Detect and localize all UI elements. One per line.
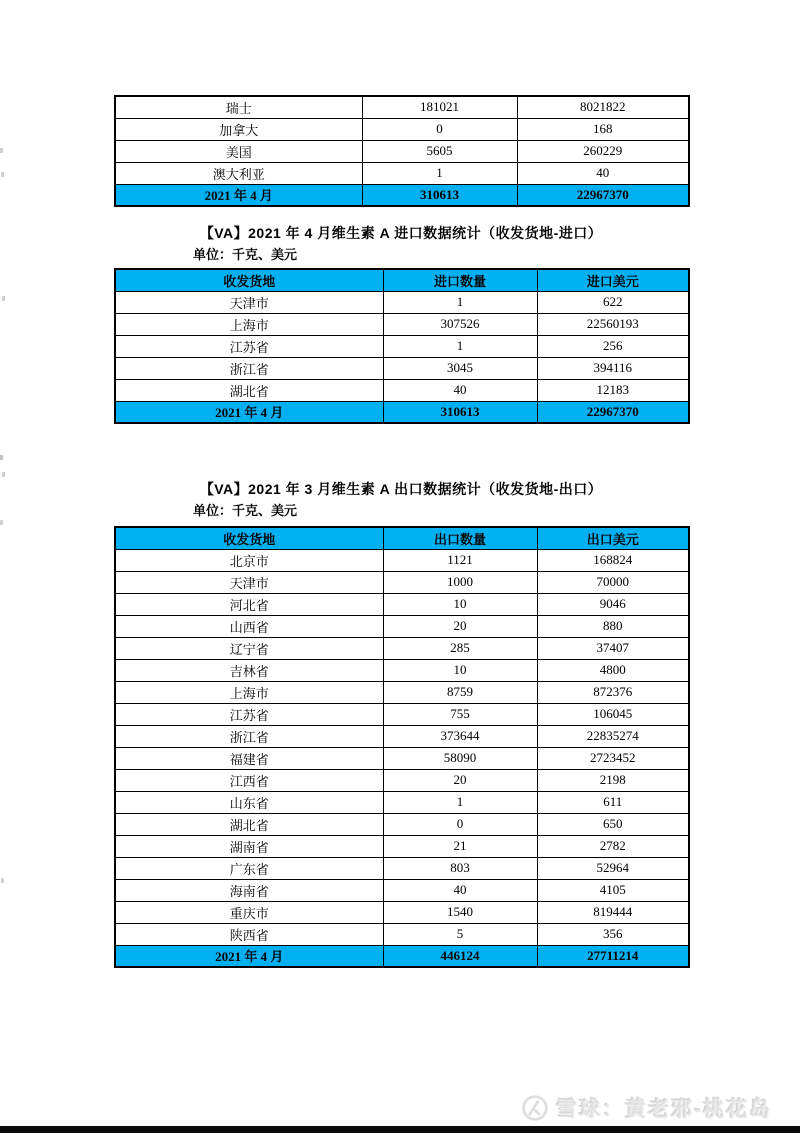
region-cell: 湖南省	[115, 835, 383, 857]
usd-cell: 819444	[537, 901, 689, 923]
quantity-cell: 10	[383, 593, 537, 615]
table-row	[115, 703, 689, 725]
scan-artifact	[0, 520, 3, 525]
watermark	[521, 1093, 772, 1123]
quantity-cell: 10	[383, 659, 537, 681]
table-row	[115, 357, 689, 379]
xueqiu-logo-icon	[521, 1094, 549, 1122]
region-cell: 江苏省	[115, 703, 383, 725]
region-cell: 澳大利亚	[115, 162, 362, 184]
region-cell: 北京市	[115, 549, 383, 571]
quantity-cell: 40	[383, 379, 537, 401]
usd-cell: 2782	[537, 835, 689, 857]
quantity-cell: 58090	[383, 747, 537, 769]
scan-artifact	[2, 296, 5, 301]
quantity-cell: 1	[383, 335, 537, 357]
region-cell: 重庆市	[115, 901, 383, 923]
usd-cell: 611	[537, 791, 689, 813]
region-cell: 辽宁省	[115, 637, 383, 659]
region-cell: 福建省	[115, 747, 383, 769]
table-row	[115, 96, 689, 118]
usd-cell: 4105	[537, 879, 689, 901]
quantity-cell: 1	[362, 162, 517, 184]
usd-cell: 22835274	[537, 725, 689, 747]
usd-cell: 394116	[537, 357, 689, 379]
total-label: 2021 年 4 月	[115, 184, 362, 206]
table-row	[115, 747, 689, 769]
quantity-cell: 1540	[383, 901, 537, 923]
export-table-unit-label: 单位：千克、美元	[193, 503, 298, 518]
total-usd: 22967370	[537, 401, 689, 423]
total-usd: 27711214	[537, 945, 689, 967]
quantity-cell: 285	[383, 637, 537, 659]
usd-cell: 22560193	[537, 313, 689, 335]
scan-artifact	[2, 472, 5, 477]
table-row	[115, 813, 689, 835]
table-row	[115, 615, 689, 637]
region-cell: 上海市	[115, 313, 383, 335]
table-row	[115, 571, 689, 593]
region-header-cell: 收发货地	[115, 269, 383, 291]
table-row	[115, 857, 689, 879]
region-cell: 江苏省	[115, 335, 383, 357]
usd-cell: 872376	[537, 681, 689, 703]
region-cell: 天津市	[115, 571, 383, 593]
region-cell: 河北省	[115, 593, 383, 615]
bottom-border-bar	[0, 1126, 800, 1133]
quantity-cell: 40	[383, 879, 537, 901]
table-row	[115, 140, 689, 162]
usd-cell: 622	[537, 291, 689, 313]
import-table-unit-label: 单位：千克、美元	[193, 247, 298, 262]
scan-artifact	[1, 172, 4, 177]
table-row	[115, 791, 689, 813]
usd-cell: 4800	[537, 659, 689, 681]
quantity-cell: 373644	[383, 725, 537, 747]
quantity-cell: 1	[383, 791, 537, 813]
usd-cell: 8021822	[517, 96, 689, 118]
quantity-cell: 3045	[383, 357, 537, 379]
total-label: 2021 年 4 月	[115, 945, 383, 967]
table-row	[115, 769, 689, 791]
usd-cell: 168824	[537, 549, 689, 571]
export-usd-header-cell: 出口美元	[537, 527, 689, 549]
scan-artifact	[1, 878, 4, 883]
region-cell: 瑞士	[115, 96, 362, 118]
table-row	[115, 162, 689, 184]
table-row	[115, 923, 689, 945]
usd-cell: 356	[537, 923, 689, 945]
import-by-country-table	[114, 95, 690, 207]
table-row	[115, 379, 689, 401]
region-cell: 上海市	[115, 681, 383, 703]
total-label: 2021 年 4 月	[115, 401, 383, 423]
total-usd: 22967370	[517, 184, 689, 206]
usd-cell: 880	[537, 615, 689, 637]
region-cell: 湖北省	[115, 813, 383, 835]
region-cell: 加拿大	[115, 118, 362, 140]
usd-cell: 2198	[537, 769, 689, 791]
import-by-region-table	[114, 268, 690, 424]
quantity-cell: 803	[383, 857, 537, 879]
total-quantity: 446124	[383, 945, 537, 967]
table-row	[115, 313, 689, 335]
quantity-cell: 21	[383, 835, 537, 857]
table-header-row	[115, 527, 689, 549]
import-qty-header-cell: 进口数量	[383, 269, 537, 291]
table-row	[115, 725, 689, 747]
usd-cell: 37407	[537, 637, 689, 659]
region-cell: 吉林省	[115, 659, 383, 681]
quantity-cell: 1121	[383, 549, 537, 571]
region-cell: 湖北省	[115, 379, 383, 401]
region-cell: 山东省	[115, 791, 383, 813]
usd-cell: 40	[517, 162, 689, 184]
usd-cell: 2723452	[537, 747, 689, 769]
usd-cell: 256	[537, 335, 689, 357]
region-cell: 广东省	[115, 857, 383, 879]
region-cell: 陕西省	[115, 923, 383, 945]
table-row	[115, 335, 689, 357]
table-row	[115, 593, 689, 615]
table-header-row	[115, 269, 689, 291]
export-by-region-table	[114, 526, 690, 968]
region-cell: 山西省	[115, 615, 383, 637]
quantity-cell: 20	[383, 769, 537, 791]
quantity-cell: 1000	[383, 571, 537, 593]
usd-cell: 9046	[537, 593, 689, 615]
region-cell: 天津市	[115, 291, 383, 313]
quantity-cell: 1	[383, 291, 537, 313]
usd-cell: 70000	[537, 571, 689, 593]
quantity-cell: 5605	[362, 140, 517, 162]
region-cell: 江西省	[115, 769, 383, 791]
region-cell: 浙江省	[115, 725, 383, 747]
region-cell: 海南省	[115, 879, 383, 901]
table-row	[115, 681, 689, 703]
quantity-cell: 5	[383, 923, 537, 945]
quantity-cell: 307526	[383, 313, 537, 335]
quantity-cell: 755	[383, 703, 537, 725]
quantity-cell: 0	[383, 813, 537, 835]
quantity-cell: 20	[383, 615, 537, 637]
scan-artifact	[0, 148, 3, 153]
quantity-cell: 0	[362, 118, 517, 140]
import-usd-header-cell: 进口美元	[537, 269, 689, 291]
region-cell: 浙江省	[115, 357, 383, 379]
total-quantity: 310613	[383, 401, 537, 423]
total-row	[115, 945, 689, 967]
table-row	[115, 879, 689, 901]
table-row	[115, 637, 689, 659]
usd-cell: 52964	[537, 857, 689, 879]
usd-cell: 12183	[537, 379, 689, 401]
total-row	[115, 184, 689, 206]
table-row	[115, 901, 689, 923]
usd-cell: 260229	[517, 140, 689, 162]
table-row	[115, 118, 689, 140]
usd-cell: 106045	[537, 703, 689, 725]
usd-cell: 650	[537, 813, 689, 835]
region-header-cell: 收发货地	[115, 527, 383, 549]
region-cell: 美国	[115, 140, 362, 162]
table-row	[115, 659, 689, 681]
import-table-title: 【VA】2021 年 4 月维生素 A 进口数据统计（收发货地-进口）	[199, 225, 603, 241]
usd-cell: 168	[517, 118, 689, 140]
table-row	[115, 835, 689, 857]
watermark-text: 雪球：黄老邪-桃花岛	[556, 1098, 772, 1121]
total-quantity: 310613	[362, 184, 517, 206]
quantity-cell: 8759	[383, 681, 537, 703]
export-qty-header-cell: 出口数量	[383, 527, 537, 549]
table-row	[115, 291, 689, 313]
quantity-cell: 181021	[362, 96, 517, 118]
scan-artifact	[0, 455, 3, 460]
export-table-title: 【VA】2021 年 3 月维生素 A 出口数据统计（收发货地-出口）	[199, 481, 603, 497]
total-row	[115, 401, 689, 423]
table-row	[115, 549, 689, 571]
